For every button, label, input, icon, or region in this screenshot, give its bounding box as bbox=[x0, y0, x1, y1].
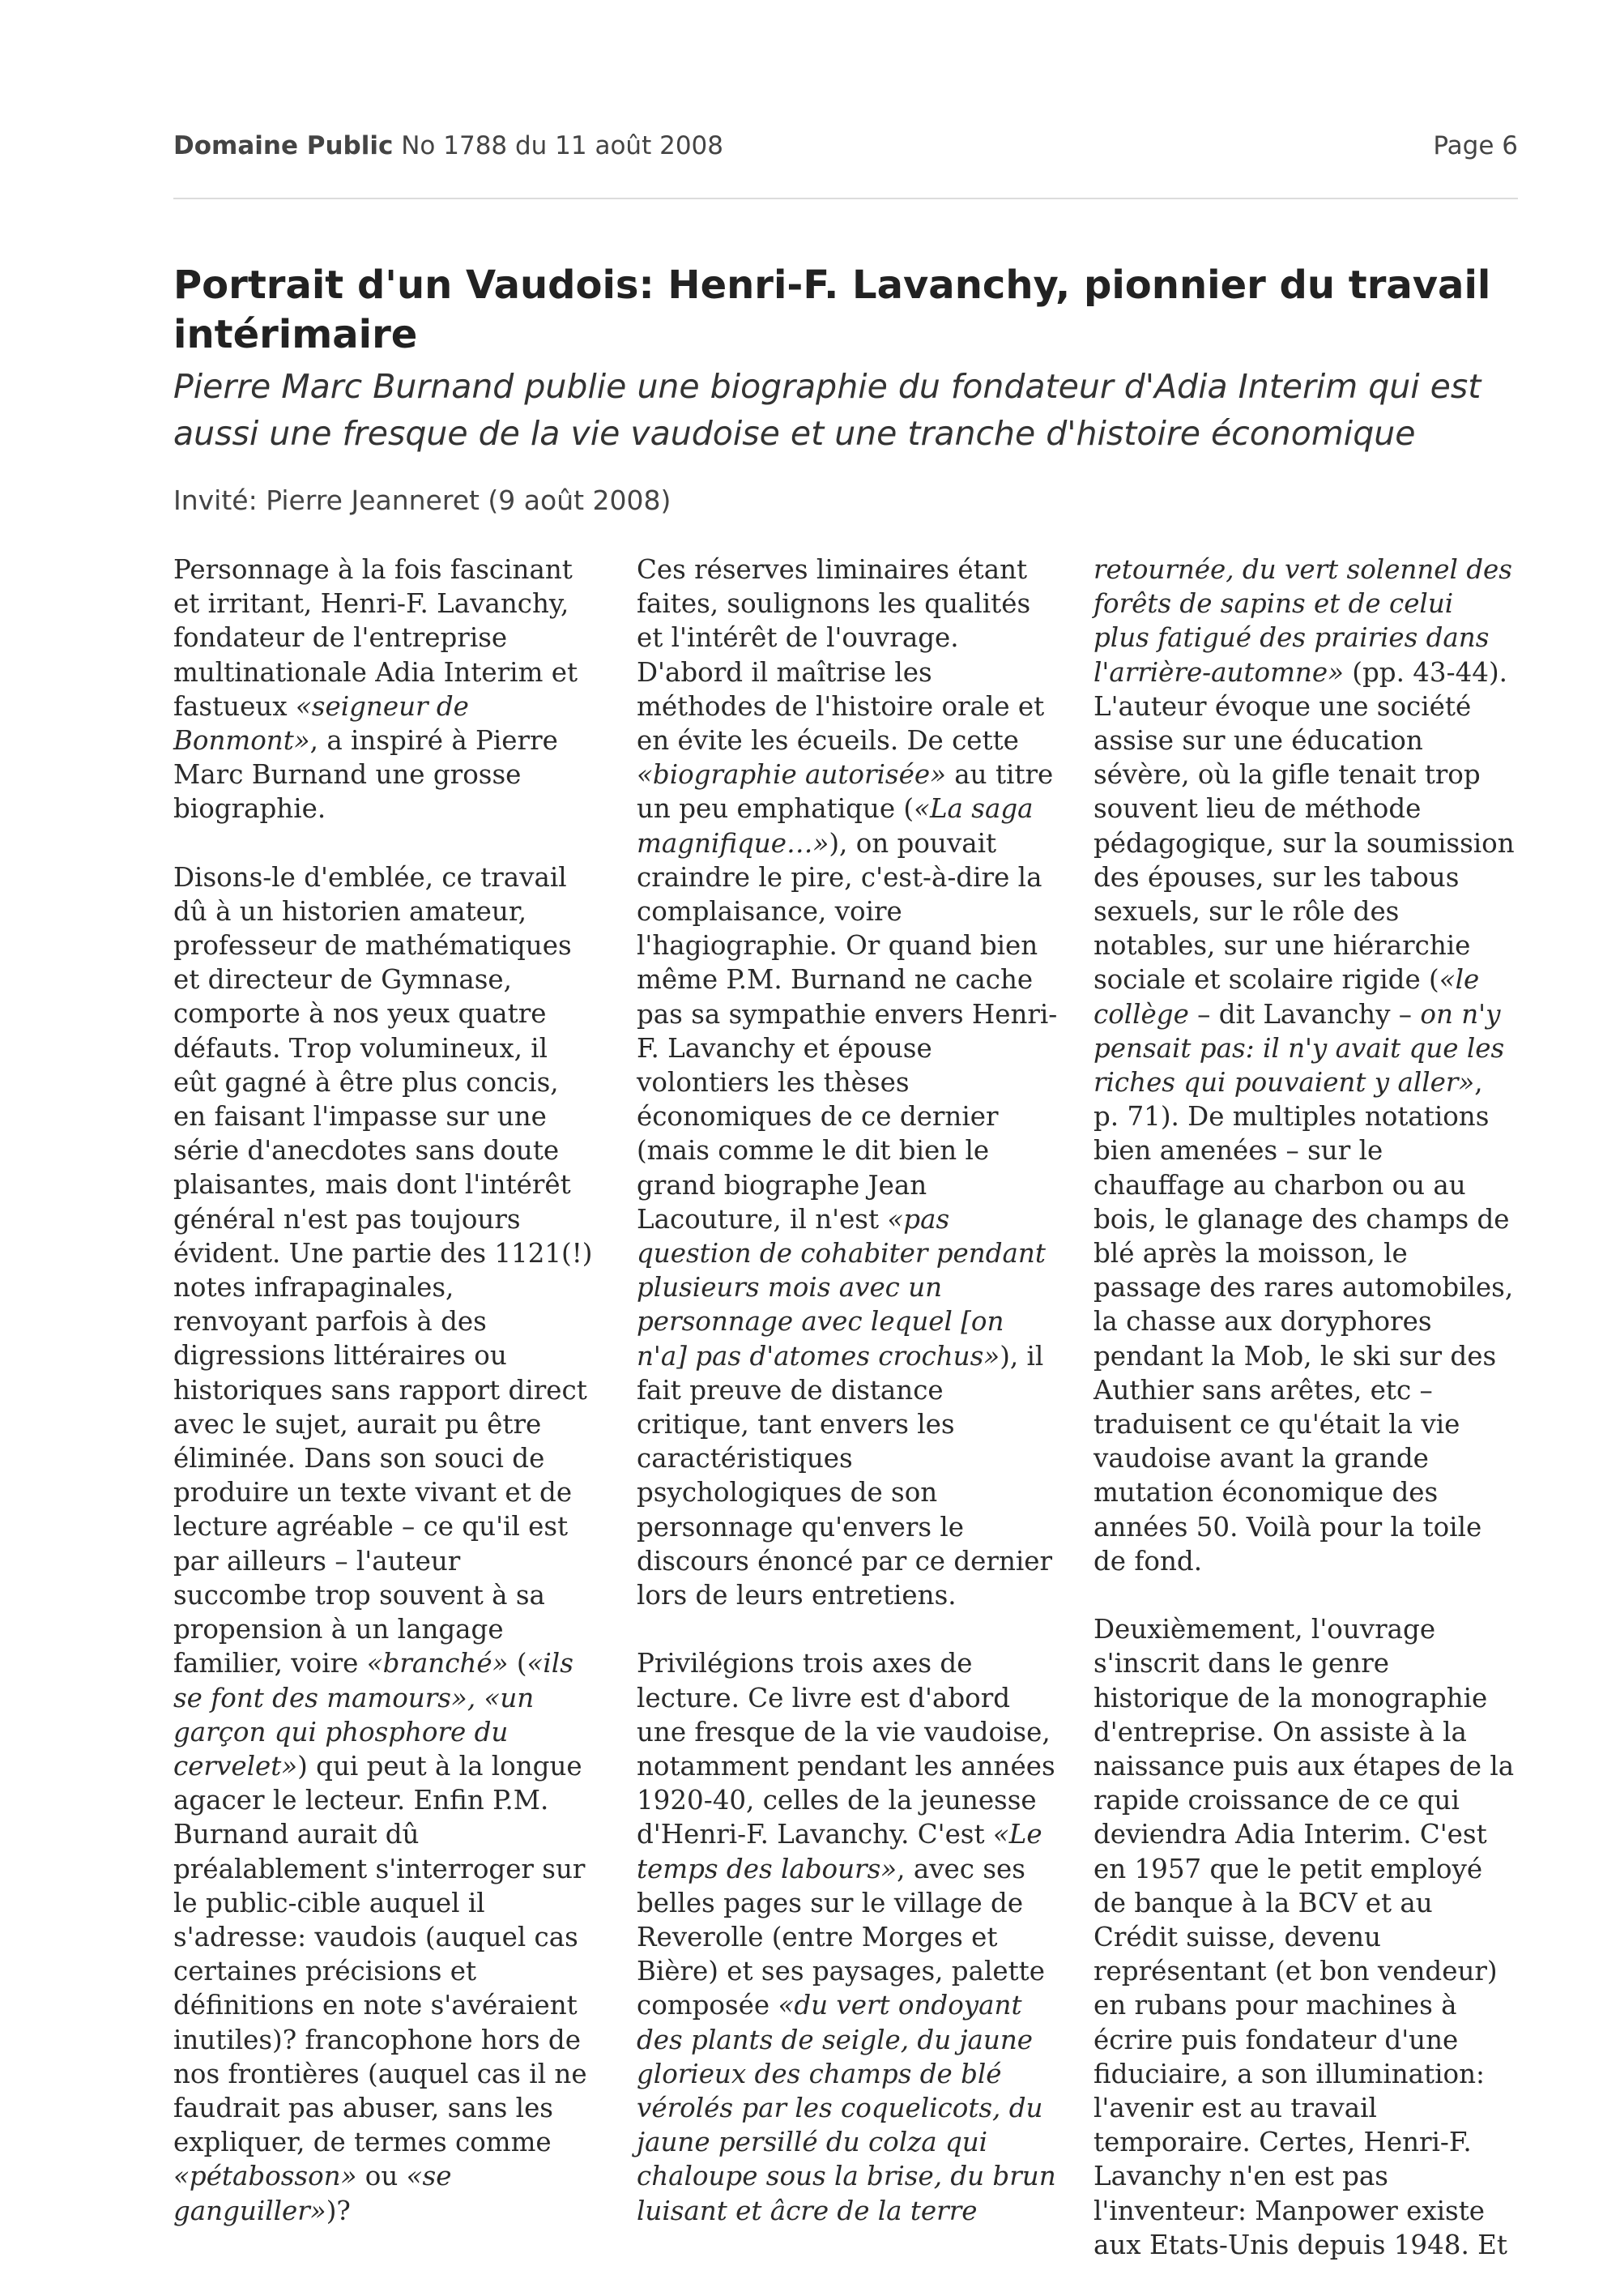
quote-run: «se ganguiller» bbox=[173, 2161, 452, 2226]
text-run: ou bbox=[356, 2161, 407, 2192]
paragraph bbox=[637, 1646, 1058, 2227]
text-run: au titre un peu emphatique ( bbox=[637, 759, 1054, 825]
text-run: ), il fait preuve de distance critique, tant envers les caractéristiques psychologiques de son personnage qu'envers le discours énoncé par ce dernier lors de leurs entretiens. bbox=[637, 1340, 1053, 1611]
text-column-2 bbox=[637, 553, 1058, 2262]
text-run: , avec ses belles pages sur le village de Reverolle (entre Morges et Bière) et ses paysages, palette composée bbox=[637, 1853, 1045, 2021]
paragraph: Deuxièmement, l'ouvrage s'inscrit dans le genre historique de la monographie d'entreprise. On assiste à la naissance puis aux étapes de la rapide croissance de ce qui deviendra Adia Interim. C'est en 1957 que le petit employé de banque à la BCV et au Crédit suisse, devenu représentant (et bon vendeur) en rubans pour machines à écrire puis fondateur d'une fiduciaire, a son illumination: l'avenir est au travail temporaire. Certes, Henri-F. Lavanchy n'en est pas l'inventeur: Manpower existe aux Etats-Unis depuis 1948. Et bbox=[1094, 1614, 1515, 2260]
text-column-1 bbox=[173, 553, 595, 2262]
page-number: Page 6 bbox=[1433, 131, 1518, 160]
paragraph bbox=[173, 553, 595, 826]
quote-run: «ils se font des mamours», «un garçon qui phosphore du cervelet» bbox=[173, 1648, 573, 1782]
publication-name: Domaine Public bbox=[173, 131, 394, 160]
quote-run: «pas question de cohabiter pendant plusieurs mois avec un personnage avec lequel [on n'a] pas d'atomes crochus» bbox=[637, 1203, 1046, 1372]
paragraph bbox=[637, 553, 1058, 1612]
text-run: Disons-le d'emblée, ce travail dû à un historien amateur, professeur de mathématiques et directeur de Gymnase, comporte à nos yeux quatre défauts. Trop volumineux, il eût gagné à être plus concis, en faisant l'impasse sur une série d'anecdotes sans doute plaisantes, mais dont l'intérêt général n'est pas toujours évident. Une partie des 1121(!) notes infrapaginales, renvoyant parfois à des digressions littéraires ou historiques sans rapport direct avec le sujet, aurait pu être éliminée. Dans son souci de produire un texte vivant et de lecture agréable – ce qu'il est par ailleurs – l'auteur succombe trop souvent à sa propension à un langage familier, voire bbox=[173, 861, 593, 1679]
article-byline: Invité: Pierre Jeanneret (9 août 2008) bbox=[173, 484, 671, 516]
quote-run: «biographie autorisée» bbox=[637, 759, 946, 791]
paragraph bbox=[173, 860, 595, 2228]
text-run: (pp. 43-44). L'auteur évoque une société assise sur une éducation sévère, où la gifle tenait trop souvent lieu de méthode pédagogique, sur la soumission des épouses, sur les tabous sexuels, sur le rôle des notables, sur une hiérarchie sociale et scolaire rigide ( bbox=[1094, 656, 1515, 996]
header-divider bbox=[173, 198, 1518, 199]
quote-run: «seigneur de Bonmont» bbox=[173, 690, 469, 757]
text-run: Ces réserves liminaires étant faites, soulignons les qualités et l'intérêt de l'ouvrage. D'abord il maîtrise les méthodes de l'histoire orale et en évite les écueils. De cette bbox=[637, 554, 1045, 757]
article-title: Portrait d'un Vaudois: Henri-F. Lavanchy, pionnier du travail intérimaire bbox=[173, 262, 1491, 357]
page-header bbox=[173, 131, 1518, 172]
text-run: ( bbox=[508, 1648, 527, 1679]
text-run: Personnage à la fois fascinant et irritant, Henri-F. Lavanchy, fondateur de l'entreprise multinationale Adia Interim et fastueux bbox=[173, 554, 578, 722]
quote-run: «branché» bbox=[366, 1648, 509, 1679]
text-run: – dit Lavanchy – bbox=[1188, 998, 1421, 1030]
text-run: )? bbox=[326, 2195, 351, 2226]
quote-run: «pétabosson» bbox=[173, 2161, 357, 2192]
article-subtitle: Pierre Marc Burnand publie une biographie du fondateur d'Adia Interim qui est aussi une fresque de la vie vaudoise et une tranche d'histoire économique bbox=[173, 367, 1481, 453]
quote-run: on n'y pensait pas: il n'y avait que les riches qui pouvaient y aller» bbox=[1094, 998, 1505, 1099]
text-run: ) qui peut à la longue agacer le lecteur. Enfin P.M. Burnand aurait dû préalablement s'interroger sur le public-cible auquel il s'adresse: vaudois (auquel cas certaines précisions et définitions en note s'avéraient inutiles)? francophone hors de nos frontières (auquel cas il ne faudrait pas abuser, sans les expliquer, de termes comme bbox=[173, 1750, 587, 2158]
text-run: ), on pouvait craindre le pire, c'est-à-dire la complaisance, voire l'hagiographie. Or quand bien même P.M. Burnand ne cache pas sa sympathie envers Henri-F. Lavanchy et épouse volontiers les thèses économiques de ce dernier (mais comme le dit bien le grand biographe Jean Lacouture, il n'est bbox=[637, 827, 1058, 1235]
quote-run: «le collège bbox=[1094, 964, 1480, 1030]
text-run: , a inspiré à Pierre Marc Burnand une grosse biographie. bbox=[173, 725, 558, 825]
quote-run: retournée, du vert solennel des forêts de sapins et de celui plus fatigué des prairies dans l'arrière-automne» bbox=[1094, 554, 1512, 688]
issue-info: No 1788 du 11 août 2008 bbox=[401, 131, 723, 160]
quote-run: «Le temps des labours» bbox=[637, 1819, 1042, 1884]
text-column-3 bbox=[1094, 553, 1515, 2296]
quote-run: «du vert ondoyant des plants de seigle, du jaune glorieux des champs de blé vérolés par les coquelicots, du jaune persillé du colza qui chaloupe sous la brise, du brun luisant et âcre de la terre bbox=[637, 1990, 1056, 2226]
text-run: , p. 71). De multiples notations bien amenées – sur le chauffage au charbon ou au bois, le glanage des champs de blé après la moisson, le passage des rares automobiles, la chasse aux doryphores pendant la Mob, le ski sur des Authier sans arêtes, etc – traduisent ce qu'était la vie vaudoise avant la grande mutation économique des années 50. Voilà pour la toile de fond. bbox=[1094, 1067, 1514, 1577]
text-run: Privilégions trois axes de lecture. Ce livre est d'abord une fresque de la vie vaudoise, notamment pendant les années 1920-40, celles de la jeunesse d'Henri-F. Lavanchy. C'est bbox=[637, 1648, 1055, 1850]
quote-run: «La saga magnifique…» bbox=[637, 793, 1034, 859]
paragraph bbox=[1094, 553, 1515, 1578]
